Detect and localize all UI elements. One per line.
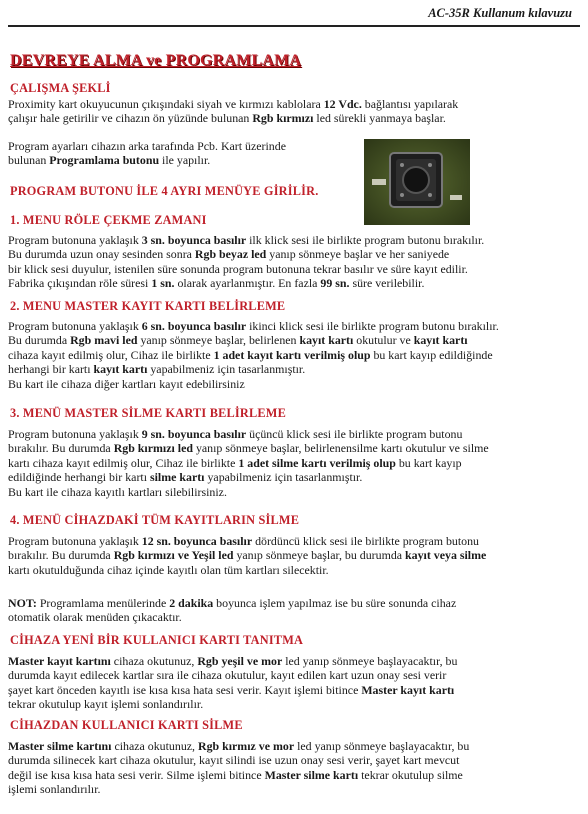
program-heading: PROGRAM BUTONU İLE 4 AYRI MENÜYE GİRİLİR.: [10, 184, 319, 198]
calisma-paragraph-1: Proximity kart okuyucunun çıkışındaki siyah ve kırmızı kablolara 12 Vdc. bağlantısı yapılarak çalışır hale getirilir ve cihazın ön yüzünde bulunan Rgb kırmızı led sürekli yanmaya başlar.: [8, 97, 459, 126]
menu2-heading: 2. MENU MASTER KAYIT KARTI BELİRLEME: [10, 299, 286, 313]
document-title: AC-35R Kullanum kılavuzu: [428, 6, 572, 20]
menu3-paragraph: Program butonuna yaklaşık 9 sn. boyunca basılır üçüncü klick sesi ile birlikte program butonu bırakılır. Bu durumda Rgb kırmızı led yanıp sönmeye başlar, belirlenensilme kartı okutulur ve silme kartı cihaza kayıt edilmiş olur, Cihaz ile birlikte 1 adet silme kartı verilmiş olup bu kart kayıp edildiğinde herhangi bir kartı silme kartı yapabilmeniz için tasarlanmıştır. Bu kart ile cihaza kayıtlı kartları silebilirsiniz.: [8, 427, 489, 499]
menu3-heading: 3. MENÜ MASTER SİLME KARTI BELİRLEME: [10, 406, 286, 420]
section-heading-calisma: ÇALIŞMA ŞEKLİ: [10, 81, 111, 95]
header-rule: [8, 25, 580, 27]
delete-user-paragraph: Master silme kartını cihaza okutunuz, Rgb kırmız ve mor led yanıp sönmeye başlayacaktır, bu durumda silinecek kart cihaza okutulur, kayıt silindi ise uzun onay sesi verir, şayet kart mevcut değil ise kısa kısa hata sesi verir. Silme işlemi bitince Master silme kartı tekrar okutulup silme işlemi sonlandırılır.: [8, 739, 470, 797]
menu1-heading: 1. MENU RÖLE ÇEKME ZAMANI: [10, 213, 207, 227]
page-header: [0, 0, 588, 28]
button-image-icon: [364, 139, 470, 225]
delete-user-heading: CİHAZDAN KULLANICI KARTI SİLME: [10, 718, 243, 732]
menu4-paragraph: Program butonuna yaklaşık 12 sn. boyunca basılır dördüncü klick sesi ile birlikte program butonu bırakılır. Bu durumda Rgb kırmızı ve Yeşil led yanıp sönmeye başlar, bu durumda kayıt veya silme kartı okutulduğunda cihaz içinde kayıtlı olan tüm kartları silecektir.: [8, 534, 487, 577]
note-paragraph: NOT: Programlama menülerinde 2 dakika boyunca işlem yapılmaz ise bu süre sonunda cihaz otomatik olarak menüden çıkacaktır.: [8, 596, 457, 625]
menu1-paragraph: Program butonuna yaklaşık 3 sn. boyunca basılır ilk klick sesi ile birlikte program butonu bırakılır. Bu durumda uzun onay sesinden sonra Rgb beyaz led yanıp sönmeye başlar ve her saniyede bir klick sesi duyulur, istenilen süre sonunda program butonuna tekrar basılır ve süre kayıt edilir. Fabrika çıkışından röle süresi 1 sn. olarak ayarlanmıştır. En fazla 99 sn. süre verilebilir.: [8, 233, 485, 291]
calisma-paragraph-2: Program ayarları cihazın arka tarafında Pcb. Kart üzerinde bulunan Programlama butonu ile yapılır.: [8, 139, 286, 168]
main-title: DEVREYE ALMA ve PROGRAMLAMA: [10, 52, 302, 69]
menu4-heading: 4. MENÜ CİHAZDAKİ TÜM KAYITLARIN SİLME: [10, 513, 300, 527]
programming-button-photo: [364, 139, 470, 225]
new-user-paragraph: Master kayıt kartını cihaza okutunuz, Rgb yeşil ve mor led yanıp sönmeye başlayacaktır, bu durumda kayıt edilecek kartlar sıra ile cihaza okutulur, kayıt edilen kart uzun onay sesi verir şayet kart önceden kayıtlı ise kısa kısa hata sesi verir. Kayıt işlemi bitince Master kayıt kartı tekrar okutulup kayıt işlemi sonlandırılır.: [8, 654, 458, 712]
note-label: NOT:: [8, 596, 37, 610]
new-user-heading: CİHAZA YENİ BİR KULLANICI KARTI TANITMA: [10, 633, 304, 647]
menu2-paragraph: Program butonuna yaklaşık 6 sn. boyunca basılır ikinci klick sesi ile birlikte program butonu bırakılır. Bu durumda Rgb mavi led yanıp sönmeye başlar, belirlenen kayıt kartı okutulur ve kayıt kartı cihaza kayıt edilmiş olur, Cihaz ile birlikte 1 adet kayıt kartı verilmiş olup bu kart kayıp edildiğinde herhangi bir kartı kayıt kartı yapabilmeniz için tasarlanmıştır. Bu kart ile cihaza diğer kartları kayıt edebilirsiniz: [8, 319, 499, 391]
